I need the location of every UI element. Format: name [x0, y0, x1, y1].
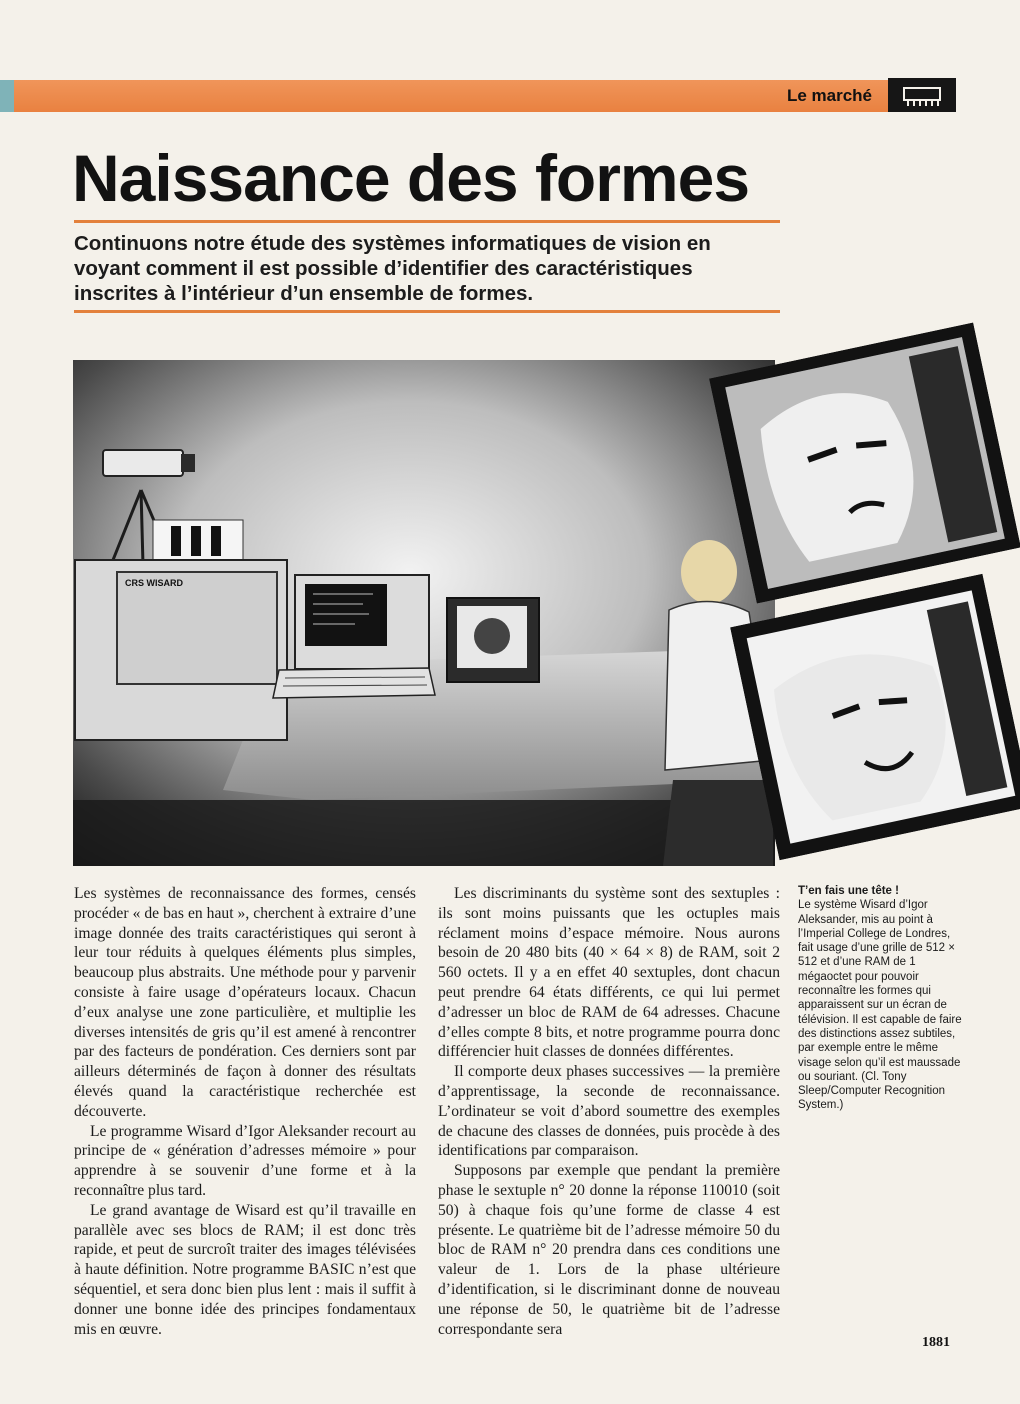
caption-title: T’en fais une tête !	[798, 885, 899, 897]
lead-rule	[74, 310, 780, 313]
main-photo	[73, 360, 775, 866]
paragraph: Le grand avantage de Wisard est qu’il travaille en parallèle avec ses blocs de RAM; il est donc très rapide, et peut de surcroît traiter des images télévisées à haute définition. Notre programme BASIC n’est que séquentiel, et sera donc bien plus lent : mais il suffit à donner une bonne idée des principes fondamentaux mis en œuvre.	[74, 1201, 416, 1338]
section-logo-icon	[888, 78, 956, 112]
computer-label: CRS WISARD	[125, 578, 183, 588]
page-number: 1881	[922, 1335, 950, 1350]
section-label: Le marché	[786, 86, 872, 105]
title-rule	[74, 220, 780, 223]
paragraph: Le programme Wisard d’Igor Aleksander recourt au principe de « génération d’adresses mémoire » pour apprendre à se souvenir d’une forme et à la reconnaître plus tard.	[74, 1122, 416, 1199]
paragraph: Les discriminants du système sont des sextuples : ils sont moins puissants que les octuples mais réclament moins d’espace mémoire. Nous aurons besoin de 20 480 bits (40 × 64 × 8) de RAM, soit 2 560 octets. Il y a en effet 40 sextuples, dont chacun peut prendre 64 états différents, ce qui lui permet d’adresser un bloc de RAM de 64 adresses. Chacune d’elles compte 8 bits, et notre programme pourra donc différencier huit classes de données différentes.	[438, 885, 780, 1061]
article-column-2	[438, 884, 780, 1339]
section-band	[14, 80, 890, 112]
paragraph: Il comporte deux phases successives — la première d’apprentissage, la seconde de reconnaissance. L’ordinateur se voit d’abord soumettre des exemples de chacune des classes de données, puis procède à des identifications par comparaison.	[438, 1063, 780, 1160]
caption-text: Le système Wisard d’Igor Aleksander, mis au point à l’Imperial College de Londres, fait usage d’une grille de 512 × 512 et d’une RAM de 1 mégaoctet pour pouvoir reconnaître les formes qui apparaissent sur un écran de télévision. Il est capable de faire des distinctions assez subtiles, par exemple entre le même visage selon qu’il est maussade ou souriant. (Cl. Tony Sleep/Computer Recognition System.)	[798, 899, 962, 1112]
paragraph: Les systèmes de reconnaissance des formes, censés procéder « de bas en haut », cherchent à extraire d’une image donnée des traits caractéristiques qui seront à leur tour réduits à quelques éléments plus simples, beaucoup plus abstraits. Une méthode pour y parvenir consiste à faire usage d’opérateurs locaux. Chacun d’eux analyse une zone particulière, et multiplie les diverses intensités de gris qu’il est amené à rencontrer par des facteurs de pondération. Ces derniers sont par ailleurs déterminés de façon à donner des résultats élevés quand la caractéristique recherchée est découverte.	[74, 885, 416, 1120]
article-title: Naissance des formes	[72, 141, 750, 215]
article-lead: Continuons notre étude des systèmes informatiques de vision en voyant comment il est possible d’identifier des caractéristiques inscrites à l’intérieur d’un ensemble de formes.	[74, 232, 711, 305]
article-column-1	[74, 884, 416, 1339]
paragraph: Supposons par exemple que pendant la première phase le sextuple n° 20 donne la réponse 110010 (soit 50) à chaque fois qu’une forme de classe 4 est présente. Le quatrième bit de l’adresse mémoire 50 du bloc de RAM n° 20 prendra dans ces conditions une valeur de 1. Lors de la phase ultérieure d’identification, si le discriminant donne de nouveau une réponse de 50, le quatrième bit de l’adresse correspondante sera	[438, 1162, 780, 1338]
edge-strip	[0, 80, 14, 112]
photo-caption	[798, 884, 966, 1113]
